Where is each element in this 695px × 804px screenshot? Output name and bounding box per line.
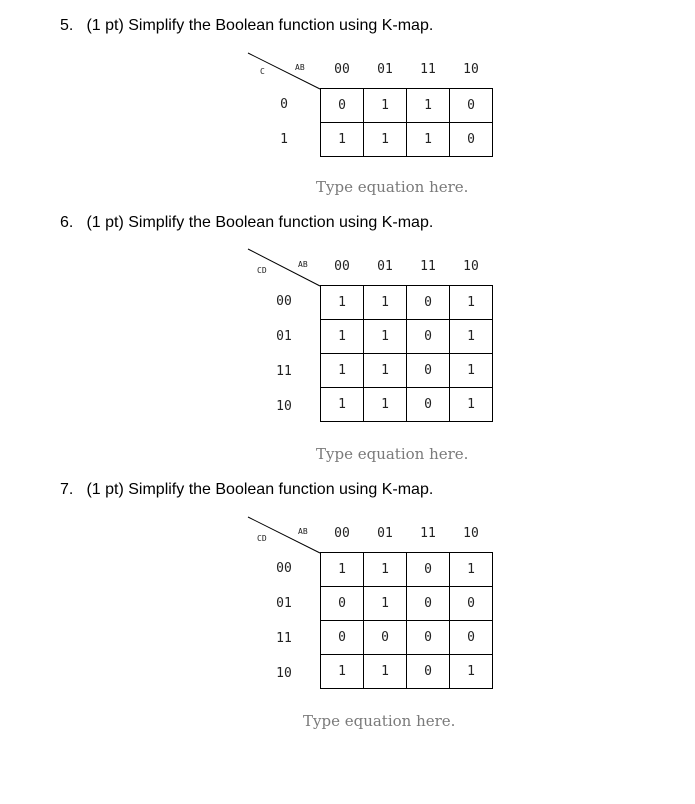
row-label: 10 [276, 666, 292, 681]
kmap-cell: 1 [450, 286, 493, 320]
kmap-cell: 1 [450, 655, 493, 689]
kmap-cell: 1 [364, 354, 407, 388]
kmap-cell: 1 [407, 89, 450, 123]
row-variable-label: CD [257, 266, 267, 275]
kmap-cell: 0 [450, 89, 493, 123]
kmap-cell: 1 [364, 286, 407, 320]
kmap-cell: 1 [364, 320, 407, 354]
equation-placeholder[interactable]: Type equation here. [303, 712, 456, 730]
kmap-cell: 1 [364, 388, 407, 422]
column-label: 01 [377, 62, 393, 77]
row-label: 11 [276, 364, 292, 379]
row-label: 10 [276, 399, 292, 414]
row-label: 01 [276, 329, 292, 344]
kmap-cell: 0 [450, 621, 493, 655]
question-text: (1 pt) Simplify the Boolean function using K-map. [86, 17, 434, 34]
column-variable-label: AB [298, 260, 308, 269]
kmap-cell: 1 [450, 354, 493, 388]
kmap-cell: 1 [321, 286, 364, 320]
equation-placeholder[interactable]: Type equation here. [316, 445, 469, 463]
row-label: 11 [276, 631, 292, 646]
question-text: (1 pt) Simplify the Boolean function using K-map. [86, 214, 434, 231]
kmap-cell: 0 [321, 621, 364, 655]
row-label: 1 [280, 132, 288, 147]
kmap-cell: 0 [407, 587, 450, 621]
kmap-cell: 0 [407, 388, 450, 422]
kmap-cell: 1 [450, 388, 493, 422]
column-label: 01 [377, 526, 393, 541]
kmap-cell: 1 [364, 553, 407, 587]
kmap-cell: 0 [407, 621, 450, 655]
column-label: 00 [334, 259, 350, 274]
column-label: 11 [420, 62, 436, 77]
kmap-cell: 1 [364, 587, 407, 621]
column-variable-label: AB [295, 63, 305, 72]
column-variable-label: AB [298, 527, 308, 536]
kmap-cell: 1 [407, 123, 450, 157]
row-label: 00 [276, 561, 292, 576]
kmap-cell: 0 [407, 655, 450, 689]
kmap-cell: 0 [407, 354, 450, 388]
column-label: 10 [463, 62, 479, 77]
row-label: 01 [276, 596, 292, 611]
row-variable-label: C [260, 67, 265, 76]
kmap-cell: 1 [321, 553, 364, 587]
column-label: 10 [463, 259, 479, 274]
kmap-cell: 0 [407, 286, 450, 320]
row-variable-label: CD [257, 534, 267, 543]
kmap-cell: 0 [407, 320, 450, 354]
column-label: 10 [463, 526, 479, 541]
kmap-cell: 0 [450, 123, 493, 157]
kmap-cell: 1 [450, 320, 493, 354]
kmap-cell: 1 [321, 388, 364, 422]
question-number: 7. [60, 481, 74, 498]
kmap-row [321, 655, 493, 689]
kmap-cell: 1 [321, 123, 364, 157]
kmap-cell: 1 [321, 320, 364, 354]
kmap-cell: 1 [450, 553, 493, 587]
column-label: 11 [420, 526, 436, 541]
kmap-cell: 1 [364, 655, 407, 689]
kmap-cell: 0 [321, 587, 364, 621]
column-label: 11 [420, 259, 436, 274]
kmap-cell: 0 [364, 621, 407, 655]
kmap-cell: 1 [321, 655, 364, 689]
question-number: 6. [60, 214, 74, 231]
kmap-cell: 0 [450, 587, 493, 621]
column-label: 00 [334, 62, 350, 77]
equation-placeholder[interactable]: Type equation here. [316, 178, 469, 196]
kmap-cell: 0 [321, 89, 364, 123]
kmap-row [321, 587, 493, 621]
row-label: 0 [280, 97, 288, 112]
question-text: (1 pt) Simplify the Boolean function using K-map. [86, 481, 434, 498]
kmap-cell: 1 [364, 89, 407, 123]
question-number: 5. [60, 17, 74, 34]
kmap-cell: 0 [407, 553, 450, 587]
column-label: 01 [377, 259, 393, 274]
kmap-cell: 1 [364, 123, 407, 157]
kmap-cell: 1 [321, 354, 364, 388]
kmap-row [321, 621, 493, 655]
kmap-row [321, 553, 493, 587]
kmap-grid-q7 [320, 552, 493, 689]
column-label: 00 [334, 526, 350, 541]
row-label: 00 [276, 294, 292, 309]
